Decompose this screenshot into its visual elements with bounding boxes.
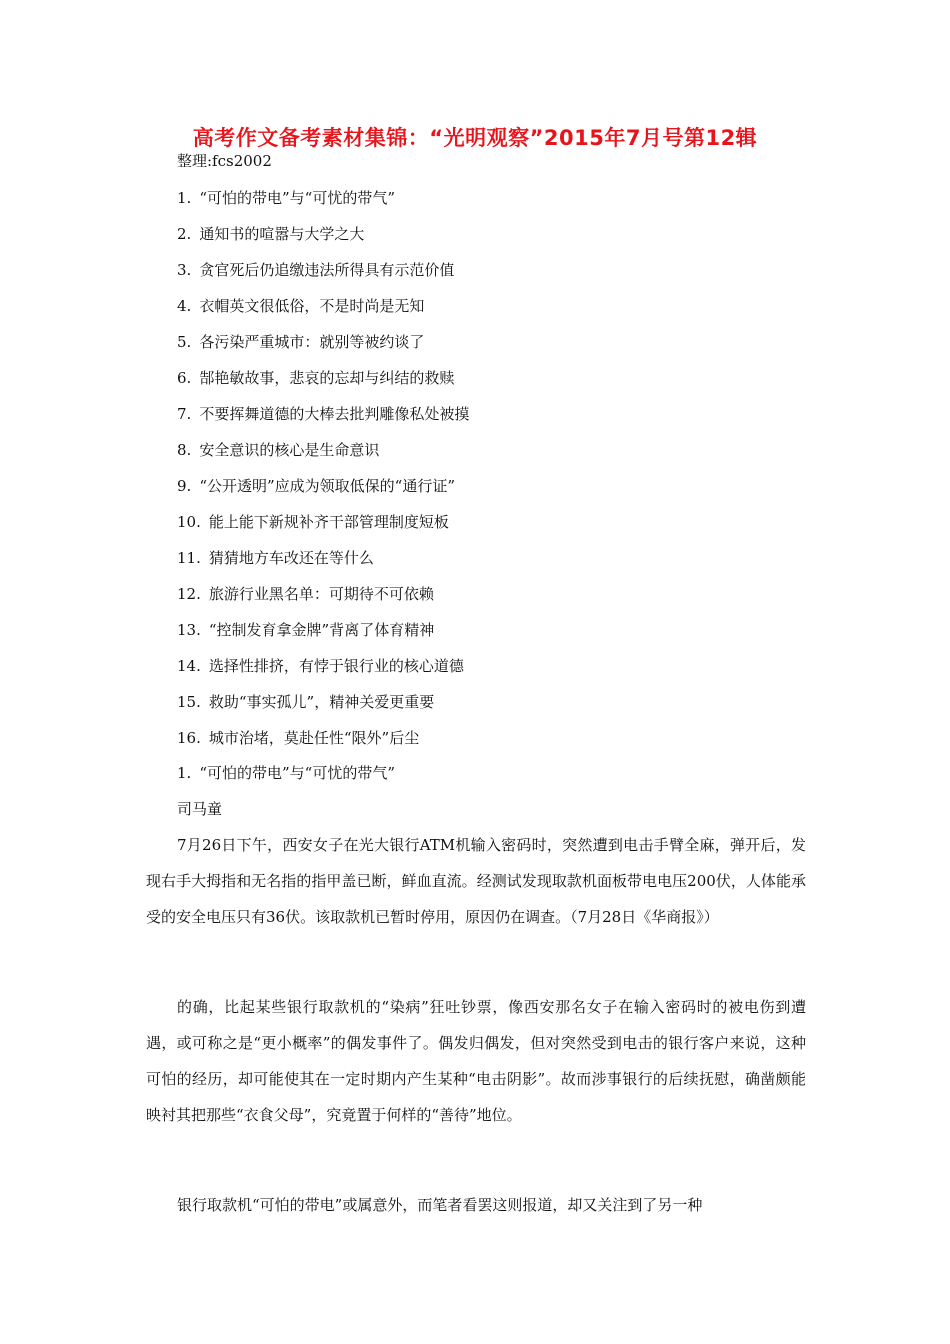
toc-item-number: 2. [177, 225, 192, 243]
toc-item [177, 402, 469, 438]
body-paragraph: 的确，比起某些银行取款机的“染病”狂吐钞票，像西安那名女子在输入密码时的被电伤到遭遇，或可称之是“更小概率”的偶发事件了。偶发归偶发，但对突然受到电击的银行客户来说，这种可怕的经历，却可能使其在一定时期内产生某种“电击阴影”。故而涉事银行的后续抚慰，确凿颇能映衬其把那些“衣食父母”，究竟置于何样的“善待”地位。 [146, 998, 806, 1124]
toc-item [177, 438, 469, 474]
toc-item [177, 726, 469, 762]
toc-item [177, 618, 469, 654]
toc-item [177, 654, 469, 690]
toc-item [177, 546, 469, 582]
toc-item-number: 13. [177, 621, 201, 639]
toc-item-text: 救助“事实孤儿”，精神关爱更重要 [208, 693, 435, 711]
toc-item-number: 9. [177, 477, 192, 495]
toc-item-number: 3. [177, 261, 192, 279]
document-title: 高考作文备考素材集锦：“光明观察”2015年7月号第12辑 [192, 126, 758, 150]
toc-item [177, 186, 469, 222]
toc-item-text: 安全意识的核心是生命意识 [199, 441, 380, 459]
toc-item-text: 城市治堵，莫赴任性“限外”后尘 [208, 729, 420, 747]
toc-item-text: 选择性排挤，有悖于银行业的核心道德 [208, 657, 464, 675]
toc-item-text: “可怕的带电”与“可忧的带气” [199, 189, 395, 207]
toc-item-number: 8. [177, 441, 192, 459]
body-paragraph: 7月26日下午，西安女子在光大银行ATM机输入密码时，突然遭到电击手臂全麻，弹开后，发现右手大拇指和无名指的指甲盖已断，鲜血直流。经测试发现取款机面板带电电压200伏，人体能承受的安全电压只有36伏。该取款机已暂时停用，原因仍在调查。（7月28日《华商报》） [146, 836, 806, 926]
body-paragraph: 银行取款机“可怕的带电”或属意外，而笔者看罢这则报道，却又关注到了另一种 [177, 1196, 703, 1214]
toc-item-number: 10. [177, 513, 201, 531]
toc-item-text: 贪官死后仍追缴违法所得具有示范价值 [199, 261, 455, 279]
toc-item-text: “公开透明”应成为领取低保的“通行证” [199, 477, 455, 495]
toc-item-number: 15. [177, 693, 201, 711]
toc-item-number: 11. [177, 549, 201, 567]
compiler-credit: 整理:fcs2002 [177, 152, 272, 170]
toc-item-number: 1. [177, 189, 192, 207]
toc-item [177, 474, 469, 510]
toc-item [177, 510, 469, 546]
toc-item-number: 12. [177, 585, 201, 603]
toc-item-text: 旅游行业黑名单：可期待不可依赖 [208, 585, 434, 603]
toc-item [177, 258, 469, 294]
toc-item-text: 猜猜地方车改还在等什么 [208, 549, 374, 567]
toc-item-text: 衣帽英文很低俗，不是时尚是无知 [199, 297, 425, 315]
toc-item-number: 16. [177, 729, 201, 747]
toc-item-number: 6. [177, 369, 192, 387]
toc-item-number: 7. [177, 405, 192, 423]
toc-item [177, 366, 469, 402]
toc-item [177, 330, 469, 366]
toc-item-text: 通知书的喧嚣与大学之大 [199, 225, 365, 243]
section-title: “可怕的带电”与“可忧的带气” [199, 764, 395, 782]
toc-item [177, 582, 469, 618]
section-number: 1. [177, 764, 192, 782]
toc-item-text: 不要挥舞道德的大棒去批判雕像私处被摸 [199, 405, 470, 423]
toc-item-text: “控制发育拿金牌”背离了体育精神 [208, 621, 435, 639]
section-author: 司马童 [177, 800, 223, 818]
toc-item [177, 222, 469, 258]
toc-item-number: 4. [177, 297, 192, 315]
toc-item-number: 14. [177, 657, 201, 675]
toc-item-text: 郜艳敏故事，悲哀的忘却与纠结的救赎 [199, 369, 455, 387]
section-heading [177, 761, 395, 785]
toc-item-number: 5. [177, 333, 192, 351]
table-of-contents [177, 186, 469, 762]
toc-item [177, 294, 469, 330]
toc-item-text: 各污染严重城市：就别等被约谈了 [199, 333, 425, 351]
toc-item-text: 能上能下新规补齐干部管理制度短板 [208, 513, 449, 531]
toc-item [177, 690, 469, 726]
